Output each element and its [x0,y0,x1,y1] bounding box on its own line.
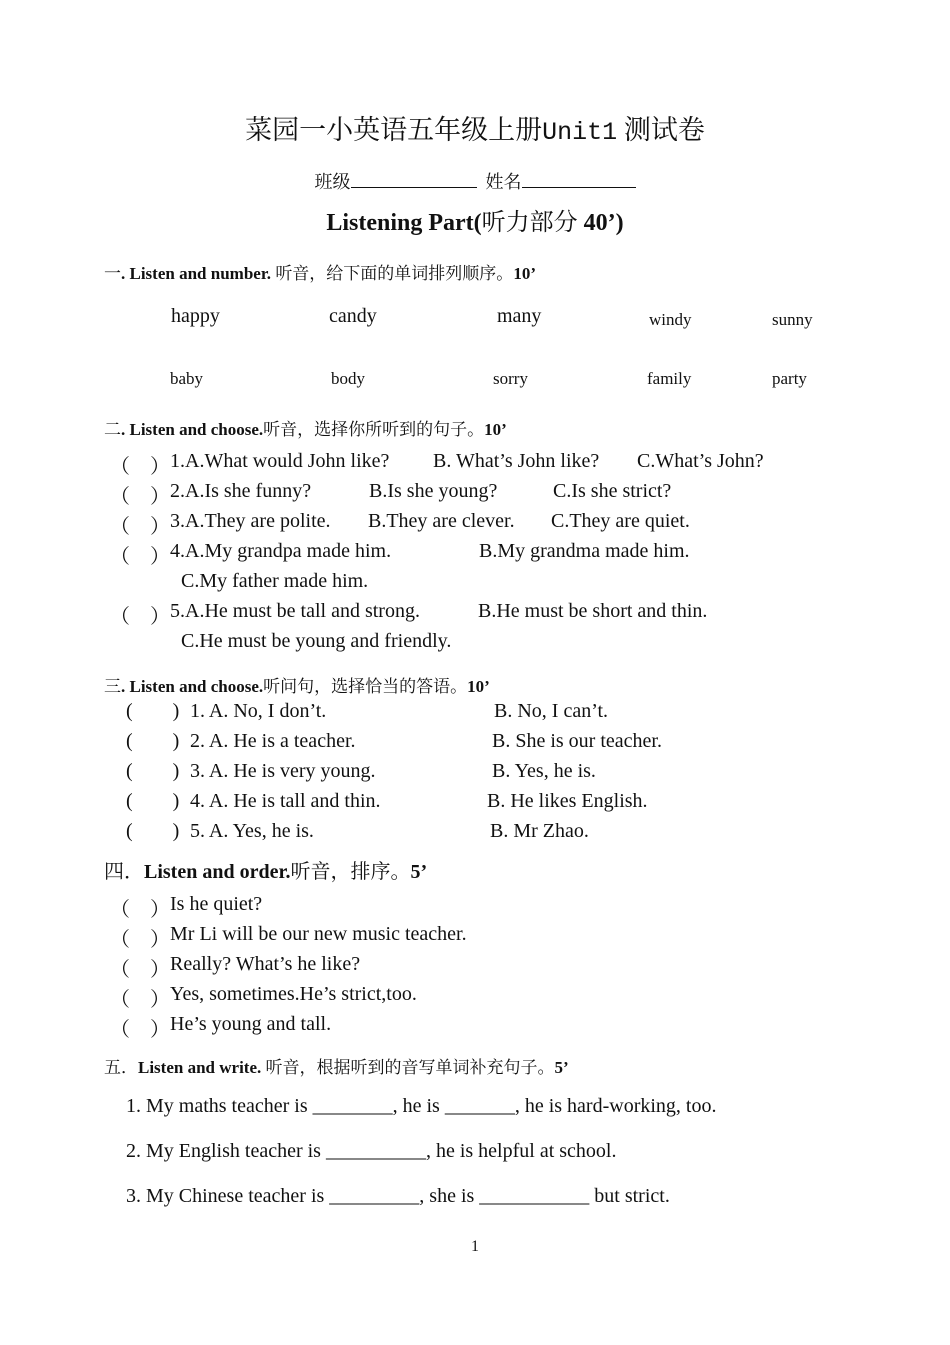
page-number: 1 [471,1238,479,1255]
document-title [0,108,950,147]
answer-bracket[interactable]: （ ） [110,546,170,568]
dialogue-line: Yes, sometimes.He’s strict,too. [170,983,417,1005]
section-score: 5’ [554,1058,569,1077]
word: party [772,369,807,388]
option-a: 4.A.My grandpa made him. [170,540,392,562]
option-a: 2.A.Is she funny? [170,480,312,502]
option-b: B. What’s John like? [433,450,600,472]
option-b: B. He likes English. [487,790,648,812]
title-cn: 菜园一小英语五年级上册 [245,115,543,145]
section-number: 五． [104,1058,138,1077]
subtitle-cn: 听力部分 [481,210,578,236]
answer-bracket[interactable]: ( ) [126,700,180,722]
dialogue-line: Is he quiet? [170,893,263,915]
section-number: 三 [104,677,121,696]
dialogue-line: Really? What’s he like? [170,953,361,975]
option-c: C.They are quiet. [551,510,690,532]
subtitle-en: Listening Part( [326,210,482,236]
answer-bracket[interactable]: （ ） [110,456,170,478]
option-c: C.My father made him. [181,570,369,592]
section-3-heading [104,672,490,697]
option-a: 3. A. He is very young. [190,760,376,782]
class-blank[interactable] [351,173,477,188]
option-a: 3.A.They are polite. [170,510,331,532]
section-score: 10’ [513,264,536,283]
option-c: C.He must be young and friendly. [181,630,452,652]
dialogue-line: Mr Li will be our new music teacher. [170,923,467,945]
section-5-heading [104,1053,569,1078]
option-b: B.They are clever. [368,510,515,532]
option-b: B.He must be short and thin. [478,600,708,622]
name-label: 姓名 [485,172,522,192]
option-a: 2. A. He is a teacher. [190,730,356,752]
answer-bracket[interactable]: ( ) [126,760,180,782]
word: sunny [772,310,813,329]
option-b: B. She is our teacher. [492,730,662,752]
word: happy [171,305,220,327]
word: candy [329,305,377,327]
section-title: Listen and order. [144,861,291,883]
option-b: B.My grandma made him. [479,540,690,562]
fill-in-sentence[interactable]: 3. My Chinese teacher is _________, she is ___________ but strict. [126,1185,670,1207]
answer-bracket[interactable]: ( ) [126,820,180,842]
option-b: B. Yes, he is. [492,760,596,782]
fill-in-sentence[interactable]: 1. My maths teacher is ________, he is _______, he is hard-working, too. [126,1095,717,1117]
answer-bracket[interactable]: （ ） [110,1019,170,1041]
answer-bracket[interactable]: （ ） [110,516,170,538]
class-label: 班级 [314,172,351,192]
section-score: 10’ [484,420,507,439]
class-name-line [0,168,950,194]
answer-bracket[interactable]: ( ) [126,790,180,812]
section-score: 10’ [467,677,490,696]
name-blank[interactable] [522,173,636,188]
answer-bracket[interactable]: （ ） [110,486,170,508]
section-2-heading [104,415,507,440]
answer-bracket[interactable]: （ ） [110,929,170,951]
section-instruction: 听音，给下面的单词排列顺序。 [271,264,514,283]
option-b: B.Is she young? [369,480,498,502]
answer-bracket[interactable]: （ ） [110,989,170,1011]
title-cn-2: 测试卷 [623,115,705,145]
option-b: B. No, I can’t. [494,700,609,722]
option-a: 5.A.He must be tall and strong. [170,600,420,622]
option-b: B. Mr Zhao. [490,820,589,842]
word: body [331,369,365,388]
section-1-heading [104,259,536,284]
section-title: . Listen and choose. [121,420,264,439]
section-instruction: 听问句，选择恰当的答语。 [263,677,468,696]
dialogue-line: He’s young and tall. [170,1013,332,1035]
subtitle-score: 40’) [577,210,624,236]
option-a: 5. A. Yes, he is. [190,820,314,842]
option-a: 4. A. He is tall and thin. [190,790,381,812]
listening-part-heading [0,202,950,237]
word: sorry [493,369,528,388]
section-title: . Listen and choose. [121,677,264,696]
option-c: C.What’s John? [637,450,764,472]
section-number: 二 [104,420,121,439]
answer-bracket[interactable]: ( ) [126,730,180,752]
word: baby [170,369,204,388]
option-a: 1.A.What would John like? [170,450,390,472]
answer-bracket[interactable]: （ ） [110,959,170,981]
option-c: C.Is she strict? [553,480,672,502]
fill-in-sentence[interactable]: 2. My English teacher is __________, he is helpful at school. [126,1140,617,1162]
section-title: . Listen and number. [121,264,272,283]
title-unit: Unit1 [542,118,618,147]
section-instruction: 听音，选择你所听到的句子。 [263,420,485,439]
section-title: Listen and write. [138,1058,262,1077]
answer-bracket[interactable]: （ ） [110,606,170,628]
word: many [497,305,542,327]
word: windy [649,310,692,329]
answer-bracket[interactable]: （ ） [110,899,170,921]
word: family [647,369,692,388]
section-4-heading [104,855,427,884]
section-number: 四． [104,861,144,883]
option-a: 1. A. No, I don’t. [190,700,327,722]
section-number: 一 [104,264,121,283]
section-score: 5’ [410,861,428,883]
section-instruction: 听音，排序。 [290,861,411,883]
section-instruction: 听音，根据听到的音写单词补充句子。 [261,1058,555,1077]
